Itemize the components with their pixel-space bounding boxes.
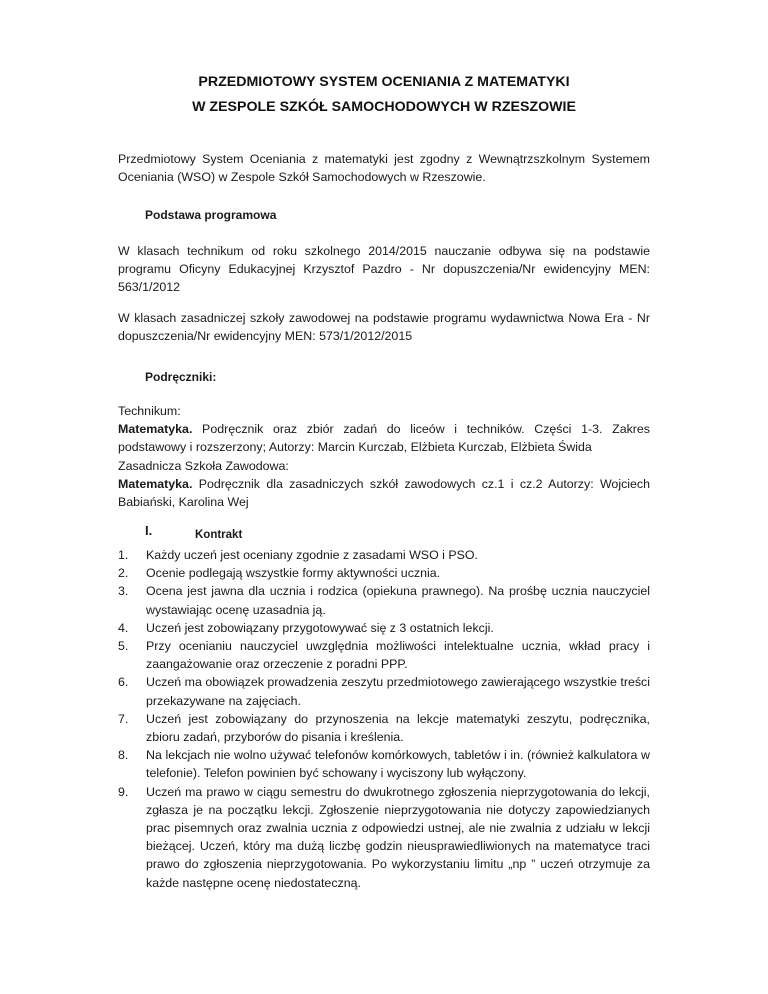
technikum-textbook-desc: Podręcznik oraz zbiór zadań do liceów i techników. Części 1-3. Zakres podstawowy i rozszerzony; Autorzy: Marcin Kurczab, Elżbieta Kurczab, Elżbieta Świda <box>118 422 650 455</box>
list-item <box>118 710 650 746</box>
list-item <box>118 582 650 618</box>
technikum-label: Technikum: <box>118 404 181 418</box>
list-item <box>118 783 650 892</box>
list-item-number: 6. <box>118 675 129 690</box>
document-title <box>0 70 768 120</box>
list-item-text: Przy ocenianiu nauczyciel uwzględnia możliwości intelektualne ucznia, wkład pracy i zaangażowanie oraz orzeczenie z poradni PPP. <box>146 639 650 672</box>
list-item <box>118 746 650 782</box>
list-item <box>118 619 650 637</box>
list-item <box>118 637 650 673</box>
list-item-number: 4. <box>118 620 129 635</box>
section-title: Kontrakt <box>195 529 243 541</box>
zasadnicza-textbook-title: Matematyka. <box>118 476 193 491</box>
list-item <box>118 673 650 709</box>
list-item-number: 2. <box>118 566 129 581</box>
podstawa-text-1: W klasach technikum od roku szkolnego 2014/2015 nauczanie odbywa się na podstawie programu Oficyny Edukacyjnej Krzysztof Pazdro - Nr dopuszczenia/Nr ewidencyjny MEN: 563/1/2012 <box>118 244 650 295</box>
list-item-text: Uczeń ma prawo w ciągu semestru do dwukrotnego zgłoszenia nieprzygotowania do lekcji, zgłasza je na początku lekcji. Zgłoszenie nieprzygotowania nie dotyczy zapowiedzianych prac pisemnych oraz zwalnia ucznia z odpowiedzi ustnej, ale nie zwalnia z udziału w lekcji bieżącej. Uczeń, który ma dużą liczbę godzin nieusprawiedliwionych na matematyce traci prawo do zgłoszenia nieprzygotowania. Po wykorzystaniu limitu „np ” uczeń otrzymuje za każde następne ocenę niedostateczną. <box>146 784 650 890</box>
podstawa-paragraph-1 <box>118 242 650 297</box>
list-item-number: 9. <box>118 784 129 799</box>
list-item-number: 7. <box>118 711 129 726</box>
list-item-number: 3. <box>118 584 129 599</box>
list-item-text: Ocena jest jawna dla ucznia i rodzica (opiekuna prawnego). Na prośbę ucznia nauczyciel wystawiając ocenę uzasadnia ją. <box>146 584 650 617</box>
contract-list <box>118 546 650 892</box>
list-item-text: Uczeń ma obowiązek prowadzenia zeszytu przedmiotowego zawierającego wszystkie treści przekazywane na zajęciach. <box>146 675 650 708</box>
zasadnicza-textbook-desc: Podręcznik dla zasadniczych szkół zawodowych cz.1 i cz.2 Autorzy: Wojciech Babiański, Karolina Wej <box>118 476 650 510</box>
zasadnicza-label: Zasadnicza Szkoła Zawodowa: <box>118 458 289 473</box>
list-item-number: 5. <box>118 639 129 654</box>
title-line-1: PRZEDMIOTOWY SYSTEM OCENIANIA Z MATEMATYKI <box>198 74 570 90</box>
list-item-text: Każdy uczeń jest oceniany zgodnie z zasadami WSO i PSO. <box>146 548 478 562</box>
podstawa-heading: Podstawa programowa <box>145 208 277 222</box>
list-item <box>118 546 650 564</box>
title-line-2: W ZESPOLE SZKÓŁ SAMOCHODOWYCH W RZESZOWIE <box>192 99 576 115</box>
list-item-number: 8. <box>118 748 129 763</box>
list-item-text: Na lekcjach nie wolno używać telefonów komórkowych, tabletów i in. (również kalkulatora w telefonie). Telefon powinien być schowany i wyciszony lub wyłączony. <box>146 748 650 781</box>
list-item-number: 1. <box>118 548 129 562</box>
intro-text: Przedmiotowy System Oceniania z matematyki jest zgodny z Wewnątrzszkolnym Systemem Oceniania (WSO) w Zespole Szkół Samochodowych w Rzeszowie. <box>118 152 650 185</box>
technikum-textbook-title: Matematyka. <box>118 422 193 437</box>
list-item-text: Uczeń jest zobowiązany do przynoszenia na lekcje matematyki zeszytu, podręcznika, zbioru zadań, przyborów do pisania i kreślenia. <box>146 711 650 745</box>
podstawa-text-2: W klasach zasadniczej szkoły zawodowej na podstawie programu wydawnictwa Nowa Era - Nr dopuszczenia/Nr ewidencyjny MEN: 573/1/2012/2015 <box>118 311 650 344</box>
zasadnicza-textbook <box>118 475 650 511</box>
list-item-text: Uczeń jest zobowiązany przygotowywać się z 3 ostatnich lekcji. <box>146 620 494 635</box>
technikum-textbook <box>118 420 650 456</box>
list-item-text: Ocenie podlegają wszystkie formy aktywności ucznia. <box>146 566 441 581</box>
podreczniki-heading: Podręczniki: <box>145 370 217 384</box>
intro-paragraph <box>118 150 650 186</box>
section-number: I. <box>145 523 153 538</box>
podstawa-paragraph-2 <box>118 309 650 345</box>
podreczniki-block <box>118 402 650 511</box>
list-item <box>118 564 650 582</box>
